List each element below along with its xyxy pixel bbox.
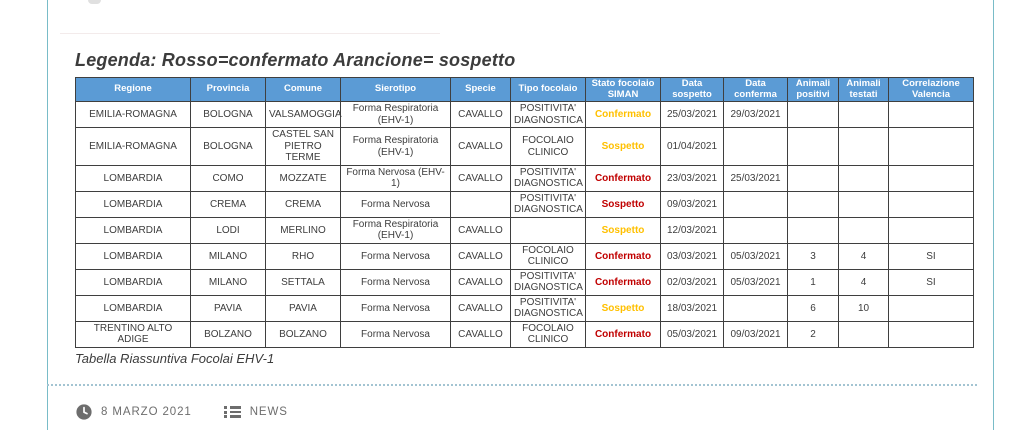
table-row: [76, 217, 974, 243]
dotted-divider: [47, 384, 977, 386]
category-link[interactable]: NEWS: [249, 406, 288, 418]
table-header: [76, 78, 974, 102]
cell-comune: MERLINO: [266, 217, 341, 243]
cell-data-sospetto: 03/03/2021: [661, 243, 724, 269]
cell-data-sospetto: 01/04/2021: [661, 128, 724, 166]
cell-tipo-focolaio: FOCOLAIO CLINICO: [511, 128, 586, 166]
cell-data-sospetto: 23/03/2021: [661, 165, 724, 191]
col-header-regione: Regione: [76, 78, 191, 102]
cell-tipo-focolaio: POSITIVITA' DIAGNOSTICA: [511, 165, 586, 191]
cell-stato: Confermato: [586, 243, 661, 269]
cell-data-sospetto: 25/03/2021: [661, 102, 724, 128]
cell-data-sospetto: 12/03/2021: [661, 217, 724, 243]
cell-animali-testati: [839, 217, 889, 243]
table-caption: Tabella Riassuntiva Focolai EHV-1: [75, 351, 275, 366]
cell-tipo-focolaio: [511, 217, 586, 243]
cell-stato: Confermato: [586, 102, 661, 128]
cell-provincia: MILANO: [191, 243, 266, 269]
cell-tipo-focolaio: POSITIVITA' DIAGNOSTICA: [511, 269, 586, 295]
cell-tipo-focolaio: FOCOLAIO CLINICO: [511, 321, 586, 347]
cell-data-conferma: 05/03/2021: [724, 269, 788, 295]
cell-provincia: MILANO: [191, 269, 266, 295]
cell-regione: EMILIA-ROMAGNA: [76, 102, 191, 128]
post-date: 8 MARZO 2021: [101, 406, 192, 418]
cell-data-conferma: [724, 217, 788, 243]
cell-regione: LOMBARDIA: [76, 243, 191, 269]
cell-animali-testati: [839, 165, 889, 191]
table-row: [76, 243, 974, 269]
cell-specie: CAVALLO: [451, 269, 511, 295]
cell-sierotipo: Forma Nervosa: [341, 321, 451, 347]
cell-data-sospetto: 02/03/2021: [661, 269, 724, 295]
clock-icon: [76, 404, 92, 420]
cell-correlazione: [889, 165, 974, 191]
cell-sierotipo: Forma Nervosa (EHV-1): [341, 165, 451, 191]
cell-tipo-focolaio: POSITIVITA' DIAGNOSTICA: [511, 191, 586, 217]
cell-tipo-focolaio: POSITIVITA' DIAGNOSTICA: [511, 295, 586, 321]
cell-comune: CASTEL SAN PIETRO TERME: [266, 128, 341, 166]
cell-stato: Sospetto: [586, 217, 661, 243]
cell-tipo-focolaio: FOCOLAIO CLINICO: [511, 243, 586, 269]
cell-stato: Confermato: [586, 165, 661, 191]
cell-correlazione: SI: [889, 269, 974, 295]
cell-sierotipo: Forma Nervosa: [341, 295, 451, 321]
cell-specie: CAVALLO: [451, 128, 511, 166]
cell-stato: Confermato: [586, 321, 661, 347]
cell-animali-testati: [839, 102, 889, 128]
cell-data-conferma: [724, 128, 788, 166]
cell-data-conferma: 05/03/2021: [724, 243, 788, 269]
cell-data-sospetto: 05/03/2021: [661, 321, 724, 347]
cell-animali-testati: 4: [839, 269, 889, 295]
cell-provincia: CREMA: [191, 191, 266, 217]
cell-comune: CREMA: [266, 191, 341, 217]
cell-specie: CAVALLO: [451, 102, 511, 128]
post-meta: [76, 404, 288, 420]
cell-regione: EMILIA-ROMAGNA: [76, 128, 191, 166]
col-header-animali-testati: Animali testati: [839, 78, 889, 102]
cell-animali-testati: 4: [839, 243, 889, 269]
cell-specie: CAVALLO: [451, 295, 511, 321]
cell-comune: SETTALA: [266, 269, 341, 295]
cell-animali-positivi: [788, 191, 839, 217]
cell-correlazione: [889, 295, 974, 321]
cell-animali-positivi: [788, 165, 839, 191]
cell-sierotipo: Forma Nervosa: [341, 269, 451, 295]
ehv-outbreaks-table: [75, 77, 974, 348]
cell-comune: PAVIA: [266, 295, 341, 321]
list-icon: [224, 406, 241, 418]
cell-data-sospetto: 09/03/2021: [661, 191, 724, 217]
cell-animali-positivi: 3: [788, 243, 839, 269]
cell-sierotipo: Forma Nervosa: [341, 243, 451, 269]
cell-provincia: BOLOGNA: [191, 128, 266, 166]
table-body: [76, 102, 974, 348]
cell-animali-positivi: 1: [788, 269, 839, 295]
col-header-stato-siman: Stato focolaio SIMAN: [586, 78, 661, 102]
cell-correlazione: [889, 102, 974, 128]
cell-sierotipo: Forma Respiratoria (EHV-1): [341, 102, 451, 128]
cell-data-conferma: [724, 191, 788, 217]
cell-correlazione: [889, 321, 974, 347]
cell-data-conferma: 25/03/2021: [724, 165, 788, 191]
cell-animali-testati: [839, 321, 889, 347]
cell-regione: LOMBARDIA: [76, 217, 191, 243]
cell-animali-testati: [839, 191, 889, 217]
col-header-provincia: Provincia: [191, 78, 266, 102]
cell-stato: Sospetto: [586, 191, 661, 217]
col-header-tipo-focolaio: Tipo focolaio: [511, 78, 586, 102]
cell-stato: Sospetto: [586, 128, 661, 166]
cell-animali-positivi: [788, 102, 839, 128]
cell-sierotipo: Forma Respiratoria (EHV-1): [341, 217, 451, 243]
cell-specie: CAVALLO: [451, 165, 511, 191]
col-header-data-sospetto: Data sospetto: [661, 78, 724, 102]
col-header-data-conferma: Data conferma: [724, 78, 788, 102]
cell-data-conferma: 09/03/2021: [724, 321, 788, 347]
cell-regione: LOMBARDIA: [76, 269, 191, 295]
cell-animali-testati: [839, 128, 889, 166]
col-header-correlazione-valencia: Correlazione Valencia: [889, 78, 974, 102]
cell-data-conferma: 29/03/2021: [724, 102, 788, 128]
left-frame-border: [47, 0, 48, 430]
cell-provincia: PAVIA: [191, 295, 266, 321]
cell-regione: LOMBARDIA: [76, 165, 191, 191]
cell-regione: TRENTINO ALTO ADIGE: [76, 321, 191, 347]
col-header-specie: Specie: [451, 78, 511, 102]
cell-animali-testati: 10: [839, 295, 889, 321]
cell-provincia: BOLZANO: [191, 321, 266, 347]
cell-sierotipo: Forma Respiratoria (EHV-1): [341, 128, 451, 166]
cell-comune: MOZZATE: [266, 165, 341, 191]
table-row: [76, 191, 974, 217]
cell-regione: LOMBARDIA: [76, 295, 191, 321]
cell-specie: [451, 191, 511, 217]
cell-tipo-focolaio: POSITIVITA' DIAGNOSTICA: [511, 102, 586, 128]
cell-comune: BOLZANO: [266, 321, 341, 347]
cell-specie: CAVALLO: [451, 243, 511, 269]
cell-data-sospetto: 18/03/2021: [661, 295, 724, 321]
cell-regione: LOMBARDIA: [76, 191, 191, 217]
cropped-content-remnant: [88, 0, 101, 4]
cell-animali-positivi: [788, 128, 839, 166]
cell-specie: CAVALLO: [451, 217, 511, 243]
cell-correlazione: [889, 191, 974, 217]
cell-comune: RHO: [266, 243, 341, 269]
table-row: [76, 165, 974, 191]
cell-correlazione: SI: [889, 243, 974, 269]
header-row: [76, 78, 974, 102]
cell-provincia: LODI: [191, 217, 266, 243]
col-header-comune: Comune: [266, 78, 341, 102]
cell-animali-positivi: 6: [788, 295, 839, 321]
col-header-sierotipo: Sierotipo: [341, 78, 451, 102]
cell-provincia: COMO: [191, 165, 266, 191]
cell-stato: Confermato: [586, 269, 661, 295]
cell-stato: Sospetto: [586, 295, 661, 321]
table-row: [76, 102, 974, 128]
table-row: [76, 295, 974, 321]
legend-text: Legenda: Rosso=confermato Arancione= sospetto: [75, 50, 516, 70]
cell-comune: VALSAMOGGIA: [266, 102, 341, 128]
cell-correlazione: [889, 217, 974, 243]
cell-specie: CAVALLO: [451, 321, 511, 347]
cell-data-conferma: [724, 295, 788, 321]
right-frame-border: [993, 0, 994, 430]
cell-animali-positivi: [788, 217, 839, 243]
faint-horizontal-rule: [60, 33, 440, 34]
table-row: [76, 269, 974, 295]
cell-provincia: BOLOGNA: [191, 102, 266, 128]
table-row: [76, 321, 974, 347]
cell-animali-positivi: 2: [788, 321, 839, 347]
col-header-animali-positivi: Animali positivi: [788, 78, 839, 102]
cell-correlazione: [889, 128, 974, 166]
cell-sierotipo: Forma Nervosa: [341, 191, 451, 217]
table-row: [76, 128, 974, 166]
